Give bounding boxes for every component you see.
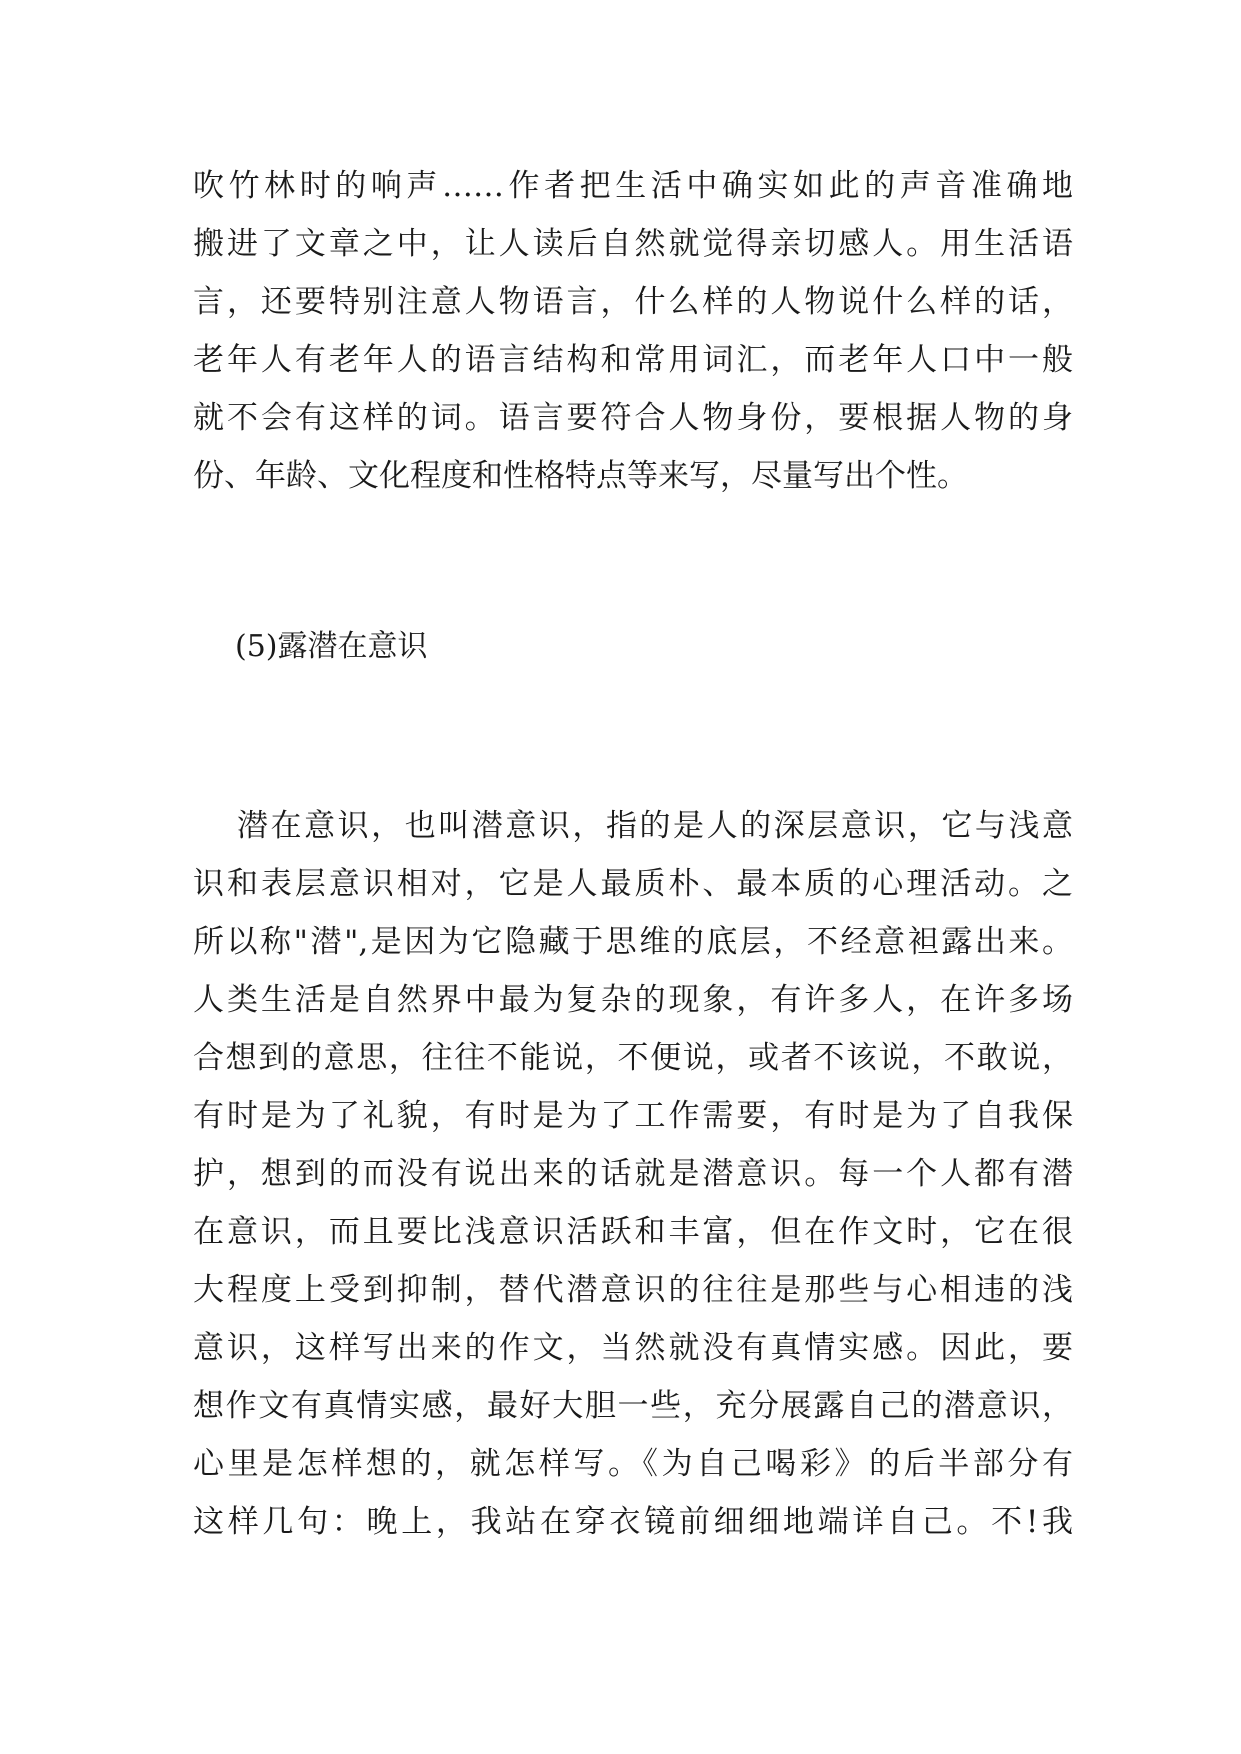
paragraph-1: [193, 157, 1073, 505]
paragraph-line: 合想到的意思，往往不能说，不便说，或者不该说，不敢说，: [193, 1040, 1073, 1076]
paragraph-line: 想作文有真情实感，最好大胆一些，充分展露自己的潜意识，: [193, 1388, 1073, 1424]
paragraph-line: 潜在意识，也叫潜意识，指的是人的深层意识，它与浅意: [237, 808, 1073, 844]
paragraph-line: 这样几句：晚上，我站在穿衣镜前细细地端详自己。不!我: [193, 1504, 1073, 1540]
paragraph-line: 人类生活是自然界中最为复杂的现象，有许多人，在许多场: [193, 982, 1073, 1018]
paragraph-line: 意识，这样写出来的作文，当然就没有真情实感。因此，要: [193, 1330, 1073, 1366]
paragraph-line: 心里是怎样想的，就怎样写。《为自己喝彩》的后半部分有: [193, 1446, 1073, 1482]
paragraph-line: 就不会有这样的词。语言要符合人物身份，要根据人物的身: [193, 400, 1073, 436]
paragraph-line: 吹竹林时的响声……作者把生活中确实如此的声音准确地: [193, 168, 1073, 204]
section-heading: (5)露潜在意识: [235, 629, 428, 664]
paragraph-line: 言，还要特别注意人物语言，什么样的人物说什么样的话，: [193, 284, 1073, 320]
paragraph-line: 有时是为了礼貌，有时是为了工作需要，有时是为了自我保: [193, 1098, 1073, 1134]
paragraph-line: 老年人有老年人的语言结构和常用词汇，而老年人口中一般: [193, 342, 1073, 378]
paragraph-line: 所以称"潜",是因为它隐藏于思维的底层，不经意袒露出来。: [193, 924, 1073, 960]
paragraph-line: 大程度上受到抑制，替代潜意识的往往是那些与心相违的浅: [193, 1272, 1073, 1308]
paragraph-line: 份、年龄、文化程度和性格特点等来写，尽量写出个性。: [193, 458, 968, 494]
paragraph-line: 搬进了文章之中，让人读后自然就觉得亲切感人。用生活语: [193, 226, 1073, 262]
paragraph-line: 护，想到的而没有说出来的话就是潜意识。每一个人都有潜: [193, 1156, 1073, 1192]
paragraph-2: [193, 797, 1073, 1551]
paragraph-line: 在意识，而且要比浅意识活跃和丰富，但在作文时，它在很: [193, 1214, 1073, 1250]
paragraph-line: 识和表层意识相对，它是人最质朴、最本质的心理活动。之: [193, 866, 1073, 902]
